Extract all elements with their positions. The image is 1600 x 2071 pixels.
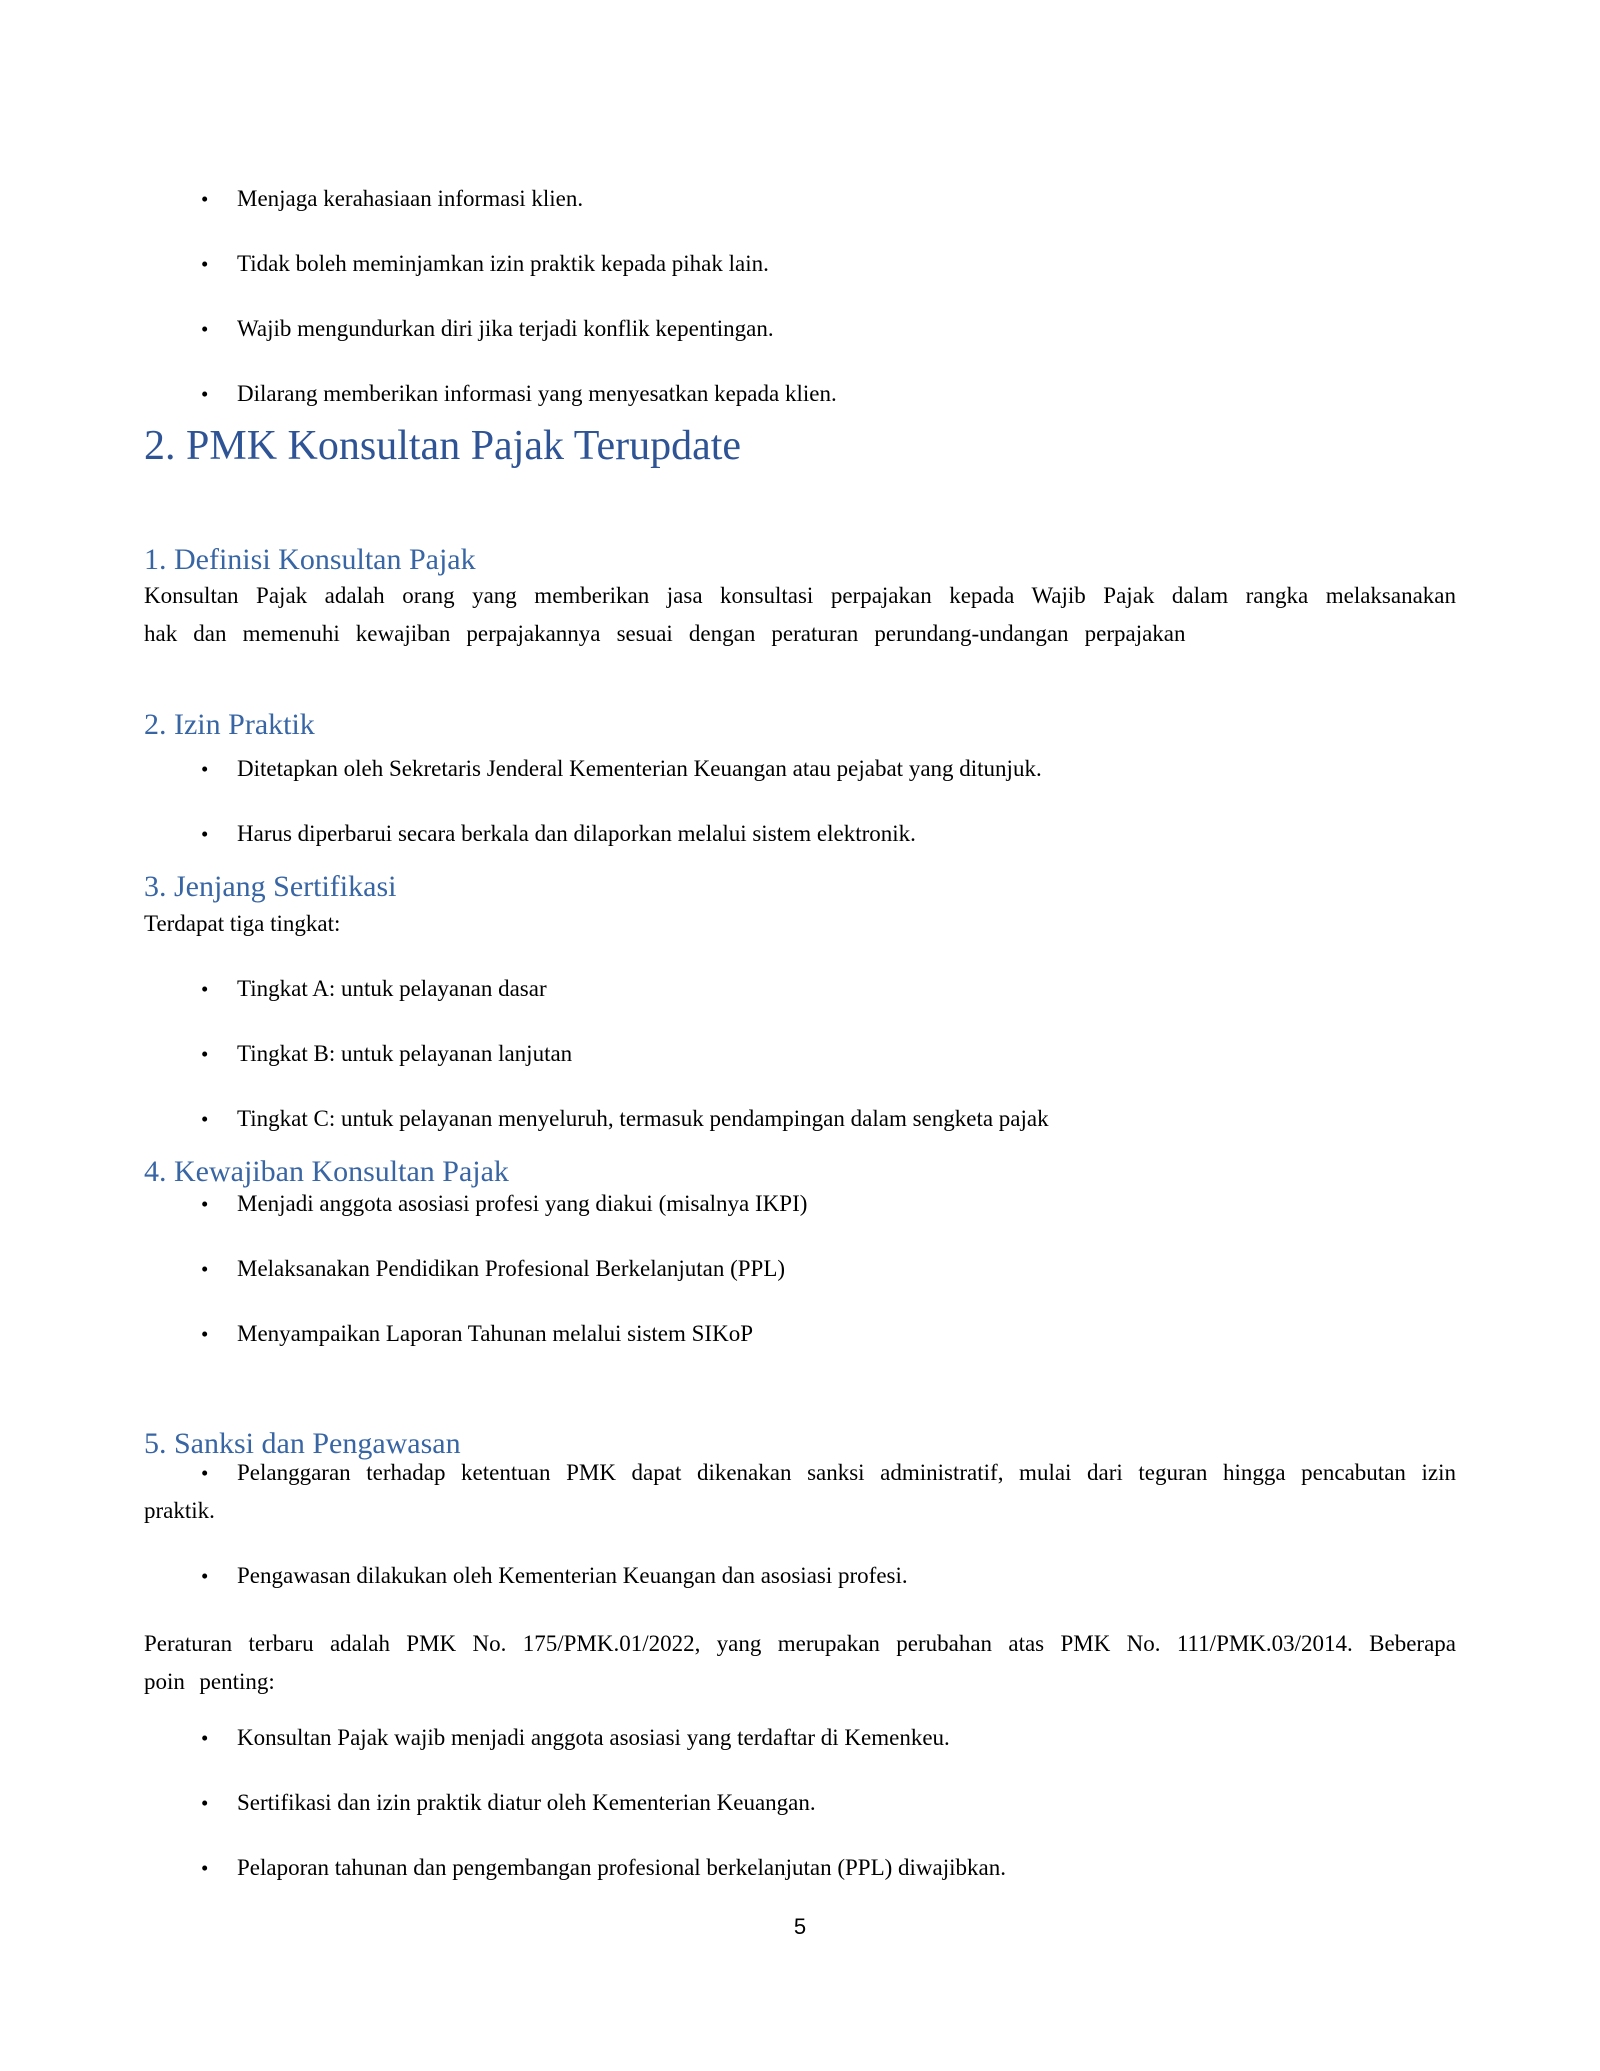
bullet-text: Dilarang memberikan informasi yang menyesatkan kepada klien. [237, 381, 837, 406]
bullet-text: Menyampaikan Laporan Tahunan melalui sistem SIKoP [237, 1321, 753, 1346]
bullet-text: Tingkat B: untuk pelayanan lanjutan [237, 1041, 573, 1066]
list-item [144, 1719, 1456, 1757]
bullet-icon [201, 970, 208, 1008]
bullet-icon [201, 1185, 208, 1223]
bullet-icon [201, 375, 208, 413]
list-item [144, 1557, 1456, 1595]
section-paragraph: Konsultan Pajak adalah orang yang memberikan jasa konsultasi perpajakan kepada Wajib Pajak dalam rangka melaksanakan hak dan memenuhi kewajiban perpajakannya sesuai dengan peraturan perundang-undangan perpajakan [144, 583, 1456, 646]
bullet-icon [201, 1250, 208, 1288]
list-item [144, 375, 1456, 413]
section-heading-jenjang-sertifikasi: 3. Jenjang Sertifikasi [144, 870, 397, 903]
list-item [144, 970, 1456, 1008]
bullet-icon [201, 180, 208, 218]
list-item [144, 1250, 1456, 1288]
section-heading-sanksi: 5. Sanksi dan Pengawasan [144, 1427, 461, 1460]
bullet-text: Konsultan Pajak wajib menjadi anggota asosiasi yang terdaftar di Kemenkeu. [237, 1725, 950, 1750]
bullet-text: Wajib mengundurkan diri jika terjadi konflik kepentingan. [237, 316, 774, 341]
bullet-icon [201, 815, 208, 853]
section-lead-text: Terdapat tiga tingkat: [144, 911, 341, 936]
bullet-text: Ditetapkan oleh Sekretaris Jenderal Kementerian Keuangan atau pejabat yang ditunjuk. [237, 756, 1042, 781]
bullet-text: Melaksanakan Pendidikan Profesional Berkelanjutan (PPL) [237, 1256, 786, 1281]
bullet-icon [201, 750, 208, 788]
bullet-icon [201, 1100, 208, 1138]
bullet-text: Sertifikasi dan izin praktik diatur oleh Kementerian Keuangan. [237, 1790, 816, 1815]
bullet-text: Menjadi anggota asosiasi profesi yang diakui (misalnya IKPI) [237, 1191, 808, 1216]
bullet-text: Pelaporan tahunan dan pengembangan profesional berkelanjutan (PPL) diwajibkan. [237, 1855, 1006, 1880]
bullet-icon [201, 245, 208, 283]
section-heading-definisi: 1. Definisi Konsultan Pajak [144, 543, 476, 576]
list-item [144, 180, 1456, 218]
bullet-text: Menjaga kerahasiaan informasi klien. [237, 186, 584, 211]
bullet-icon [201, 1454, 237, 1492]
list-item [144, 1784, 1456, 1822]
bullet-icon [201, 1719, 208, 1757]
bullet-icon [201, 1557, 208, 1595]
section-heading-izin-praktik: 2. Izin Praktik [144, 708, 315, 741]
list-item [144, 815, 1456, 853]
bullet-icon [201, 1315, 208, 1353]
bullet-text: Tidak boleh meminjamkan izin praktik kepada pihak lain. [237, 251, 769, 276]
bullet-text: Tingkat A: untuk pelayanan dasar [237, 976, 547, 1001]
section-heading-kewajiban: 4. Kewajiban Konsultan Pajak [144, 1155, 509, 1188]
bullet-text: Pelanggaran terhadap ketentuan PMK dapat dikenakan sanksi administratif, mulai dari teguran hingga pencabutan izin praktik. [144, 1460, 1456, 1523]
bullet-text: Pengawasan dilakukan oleh Kementerian Keuangan dan asosiasi profesi. [237, 1563, 908, 1588]
list-item [144, 1185, 1456, 1223]
list-item [144, 1454, 1456, 1530]
list-item [144, 1315, 1456, 1353]
bullet-text: Tingkat C: untuk pelayanan menyeluruh, termasuk pendampingan dalam sengketa pajak [237, 1106, 1049, 1131]
bullet-icon [201, 310, 208, 348]
list-item [144, 750, 1456, 788]
list-item [144, 310, 1456, 348]
bullet-icon [201, 1784, 208, 1822]
list-item [144, 1035, 1456, 1073]
bullet-icon [201, 1035, 208, 1073]
section-paragraph: Peraturan terbaru adalah PMK No. 175/PMK.01/2022, yang merupakan perubahan atas PMK No. 111/PMK.03/2014. Beberapa poin penting: [144, 1631, 1456, 1694]
list-item [144, 1849, 1456, 1887]
bullet-icon [201, 1849, 208, 1887]
bullet-text: Harus diperbarui secara berkala dan dilaporkan melalui sistem elektronik. [237, 821, 916, 846]
list-item [144, 245, 1456, 283]
main-heading: 2. PMK Konsultan Pajak Terupdate [144, 423, 742, 469]
page-number: 5 [793, 1914, 807, 1939]
list-item [144, 1100, 1456, 1138]
